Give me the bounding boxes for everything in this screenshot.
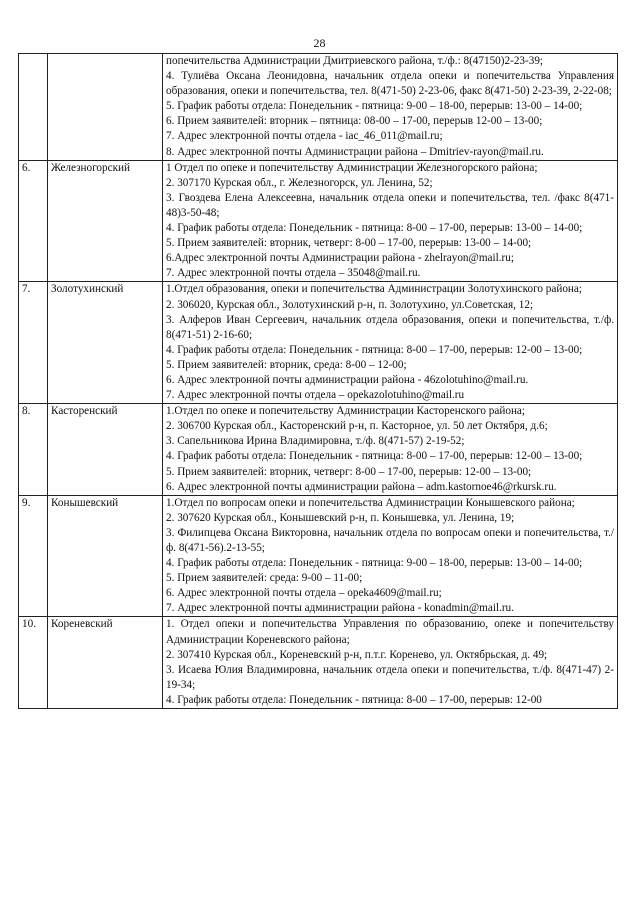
district-info	[163, 617, 618, 709]
table-row	[19, 404, 618, 496]
district-registry-table	[18, 53, 618, 709]
row-number: 10.	[19, 617, 48, 709]
info-line: 3. Алферов Иван Сергеевич, начальник отдела образования, опеки и попечительства, т./ф. 8(471-51) 2-16-60;	[166, 313, 614, 341]
info-line: 5. Прием заявителей: вторник, четверг: 8-00 – 17-00, перерыв: 13-00 – 14-00;	[166, 237, 532, 250]
row-number	[19, 54, 48, 161]
district-name: Конышевский	[48, 495, 163, 617]
district-name	[48, 54, 163, 161]
info-line: 5. Прием заявителей: среда: 9-00 – 11-00;	[166, 572, 363, 585]
table-row	[19, 495, 618, 617]
info-line: 8. Адрес электронной почты Администрации района – Dmitriev-rayon@mail.ru.	[166, 145, 544, 158]
info-line: 7. Адрес электронной почты отдела – opekazolotuhino@mail.ru	[166, 389, 465, 402]
table-row	[19, 282, 618, 404]
district-info	[163, 54, 618, 161]
info-line: 2. 307410 Курская обл., Кореневский р-н, п.т.г. Коренево, ул. Октябрьская, д. 49;	[166, 648, 548, 661]
table-row	[19, 54, 618, 161]
info-line: 6.Адрес электронной почты Администрации района - zhelrayon@mail.ru;	[166, 252, 514, 265]
info-line: 5. График работы отдела: Понедельник - пятница: 9-00 – 18-00, перерыв: 13-00 – 14-00;	[166, 100, 583, 113]
info-line: 4. Тулиёва Оксана Леонидовна, начальник отдела опеки и попечительства Управления образования, опеки и попечительства, тел. 8(471-50) 2-23-06, факс 8(471-50) 2-23-39, 2-22-08;	[166, 70, 614, 98]
info-line: 3. Исаева Юлия Владимировна, начальник отдела опеки и попечительства, т./ф. 8(471-47) 2-19-34;	[166, 663, 614, 691]
info-line: 4. График работы отдела: Понедельник - пятница: 8-00 – 17-00, перерыв: 12-00	[166, 693, 542, 706]
row-number: 7.	[19, 282, 48, 404]
info-line: 7. Адрес электронной почты отдела – 35048@mail.ru.	[166, 267, 421, 280]
row-number: 9.	[19, 495, 48, 617]
page-number: 28	[313, 36, 326, 50]
info-line: 2. 306020, Курская обл., Золотухинский р-н, п. Золотухино, ул.Советская, 12;	[166, 298, 534, 311]
info-line: 6. Адрес электронной почты отдела – opeka4609@mail.ru;	[166, 587, 442, 600]
district-name: Кореневский	[48, 617, 163, 709]
table-row	[19, 617, 618, 709]
district-name: Золотухинский	[48, 282, 163, 404]
info-line: 5. Прием заявителей: вторник, четверг: 8-00 – 17-00, перерыв: 12-00 – 13-00;	[166, 465, 532, 478]
row-number: 8.	[19, 404, 48, 496]
info-line: 3. Сапельникова Ирина Владимировна, т./ф. 8(471-57) 2-19-52;	[166, 435, 465, 448]
info-line: 3. Филипцева Оксана Викторовна, начальник отдела по вопросам опеки и попечительства, т./ф. 8(471-56).2-13-55;	[166, 526, 614, 554]
info-line: 1.Отдел образования, опеки и попечительства Администрации Золотухинского района;	[166, 283, 582, 296]
district-info	[163, 160, 618, 282]
info-line: 2. 307620 Курская обл., Конышевский р-н, п. Конышевка, ул. Ленина, 19;	[166, 511, 515, 524]
district-info	[163, 495, 618, 617]
info-line: попечительства Администрации Дмитриевского района, т./ф.: 8(47150)2-23-39;	[166, 55, 544, 67]
table-row	[19, 160, 618, 282]
info-line: 3. Гвоздева Елена Алексеевна, начальник отдела опеки и попечительства, тел. /факс 8(471-48)3-50-48;	[166, 191, 614, 219]
info-line: 4. График работы отдела: Понедельник - пятница: 8-00 – 17-00, перерыв: 12-00 – 13-00;	[166, 450, 583, 463]
info-line: 4. График работы отдела: Понедельник - пятница: 9-00 – 18-00, перерыв: 13-00 – 14-00;	[166, 557, 583, 570]
district-name: Касторенский	[48, 404, 163, 496]
info-line: 6. Прием заявителей: вторник – пятница: 08-00 – 17-00, перерыв 12-00 – 13-00;	[166, 115, 543, 128]
district-info	[163, 282, 618, 404]
info-line: 1.Отдел по вопросам опеки и попечительства Администрации Конышевского района;	[166, 496, 575, 509]
row-number: 6.	[19, 160, 48, 282]
info-line: 5. Прием заявителей: вторник, среда: 8-00 – 12-00;	[166, 358, 407, 371]
info-line: 6. Адрес электронной почты администрации района – adm.kastornoe46@rkursk.ru.	[166, 480, 557, 493]
info-line: 2. 307170 Курская обл., г. Железногорск, ул. Ленина, 52;	[166, 176, 433, 189]
info-line: 7. Адрес электронной почты отдела - iac_46_011@mail.ru;	[166, 130, 443, 143]
info-line: 4. График работы отдела: Понедельник - пятница: 8-00 – 17-00, перерыв: 12-00 – 13-00;	[166, 343, 583, 356]
info-line: 6. Адрес электронной почты администрации района - 46zolotuhino@mail.ru.	[166, 373, 529, 386]
info-line: 4. График работы отдела: Понедельник - пятница: 8-00 – 17-00, перерыв: 13-00 – 14-00;	[166, 222, 583, 235]
district-info	[163, 404, 618, 496]
info-line: 1.Отдел по опеке и попечительству Администрации Касторенского района;	[166, 405, 526, 418]
info-line: 7. Адрес электронной почты администрации района - konadmin@mail.ru.	[166, 602, 514, 615]
info-line: 2. 306700 Курская обл., Касторенский р-н, п. Касторное, ул. 50 лет Октября, д.6;	[166, 420, 548, 433]
district-name: Железногорский	[48, 160, 163, 282]
info-line: 1 Отдел по опеке и попечительству Администрации Железногорского района;	[166, 161, 538, 174]
info-line: 1. Отдел опеки и попечительства Управления по образованию, опеке и попечительству Администрации Кореневского района;	[166, 618, 614, 646]
